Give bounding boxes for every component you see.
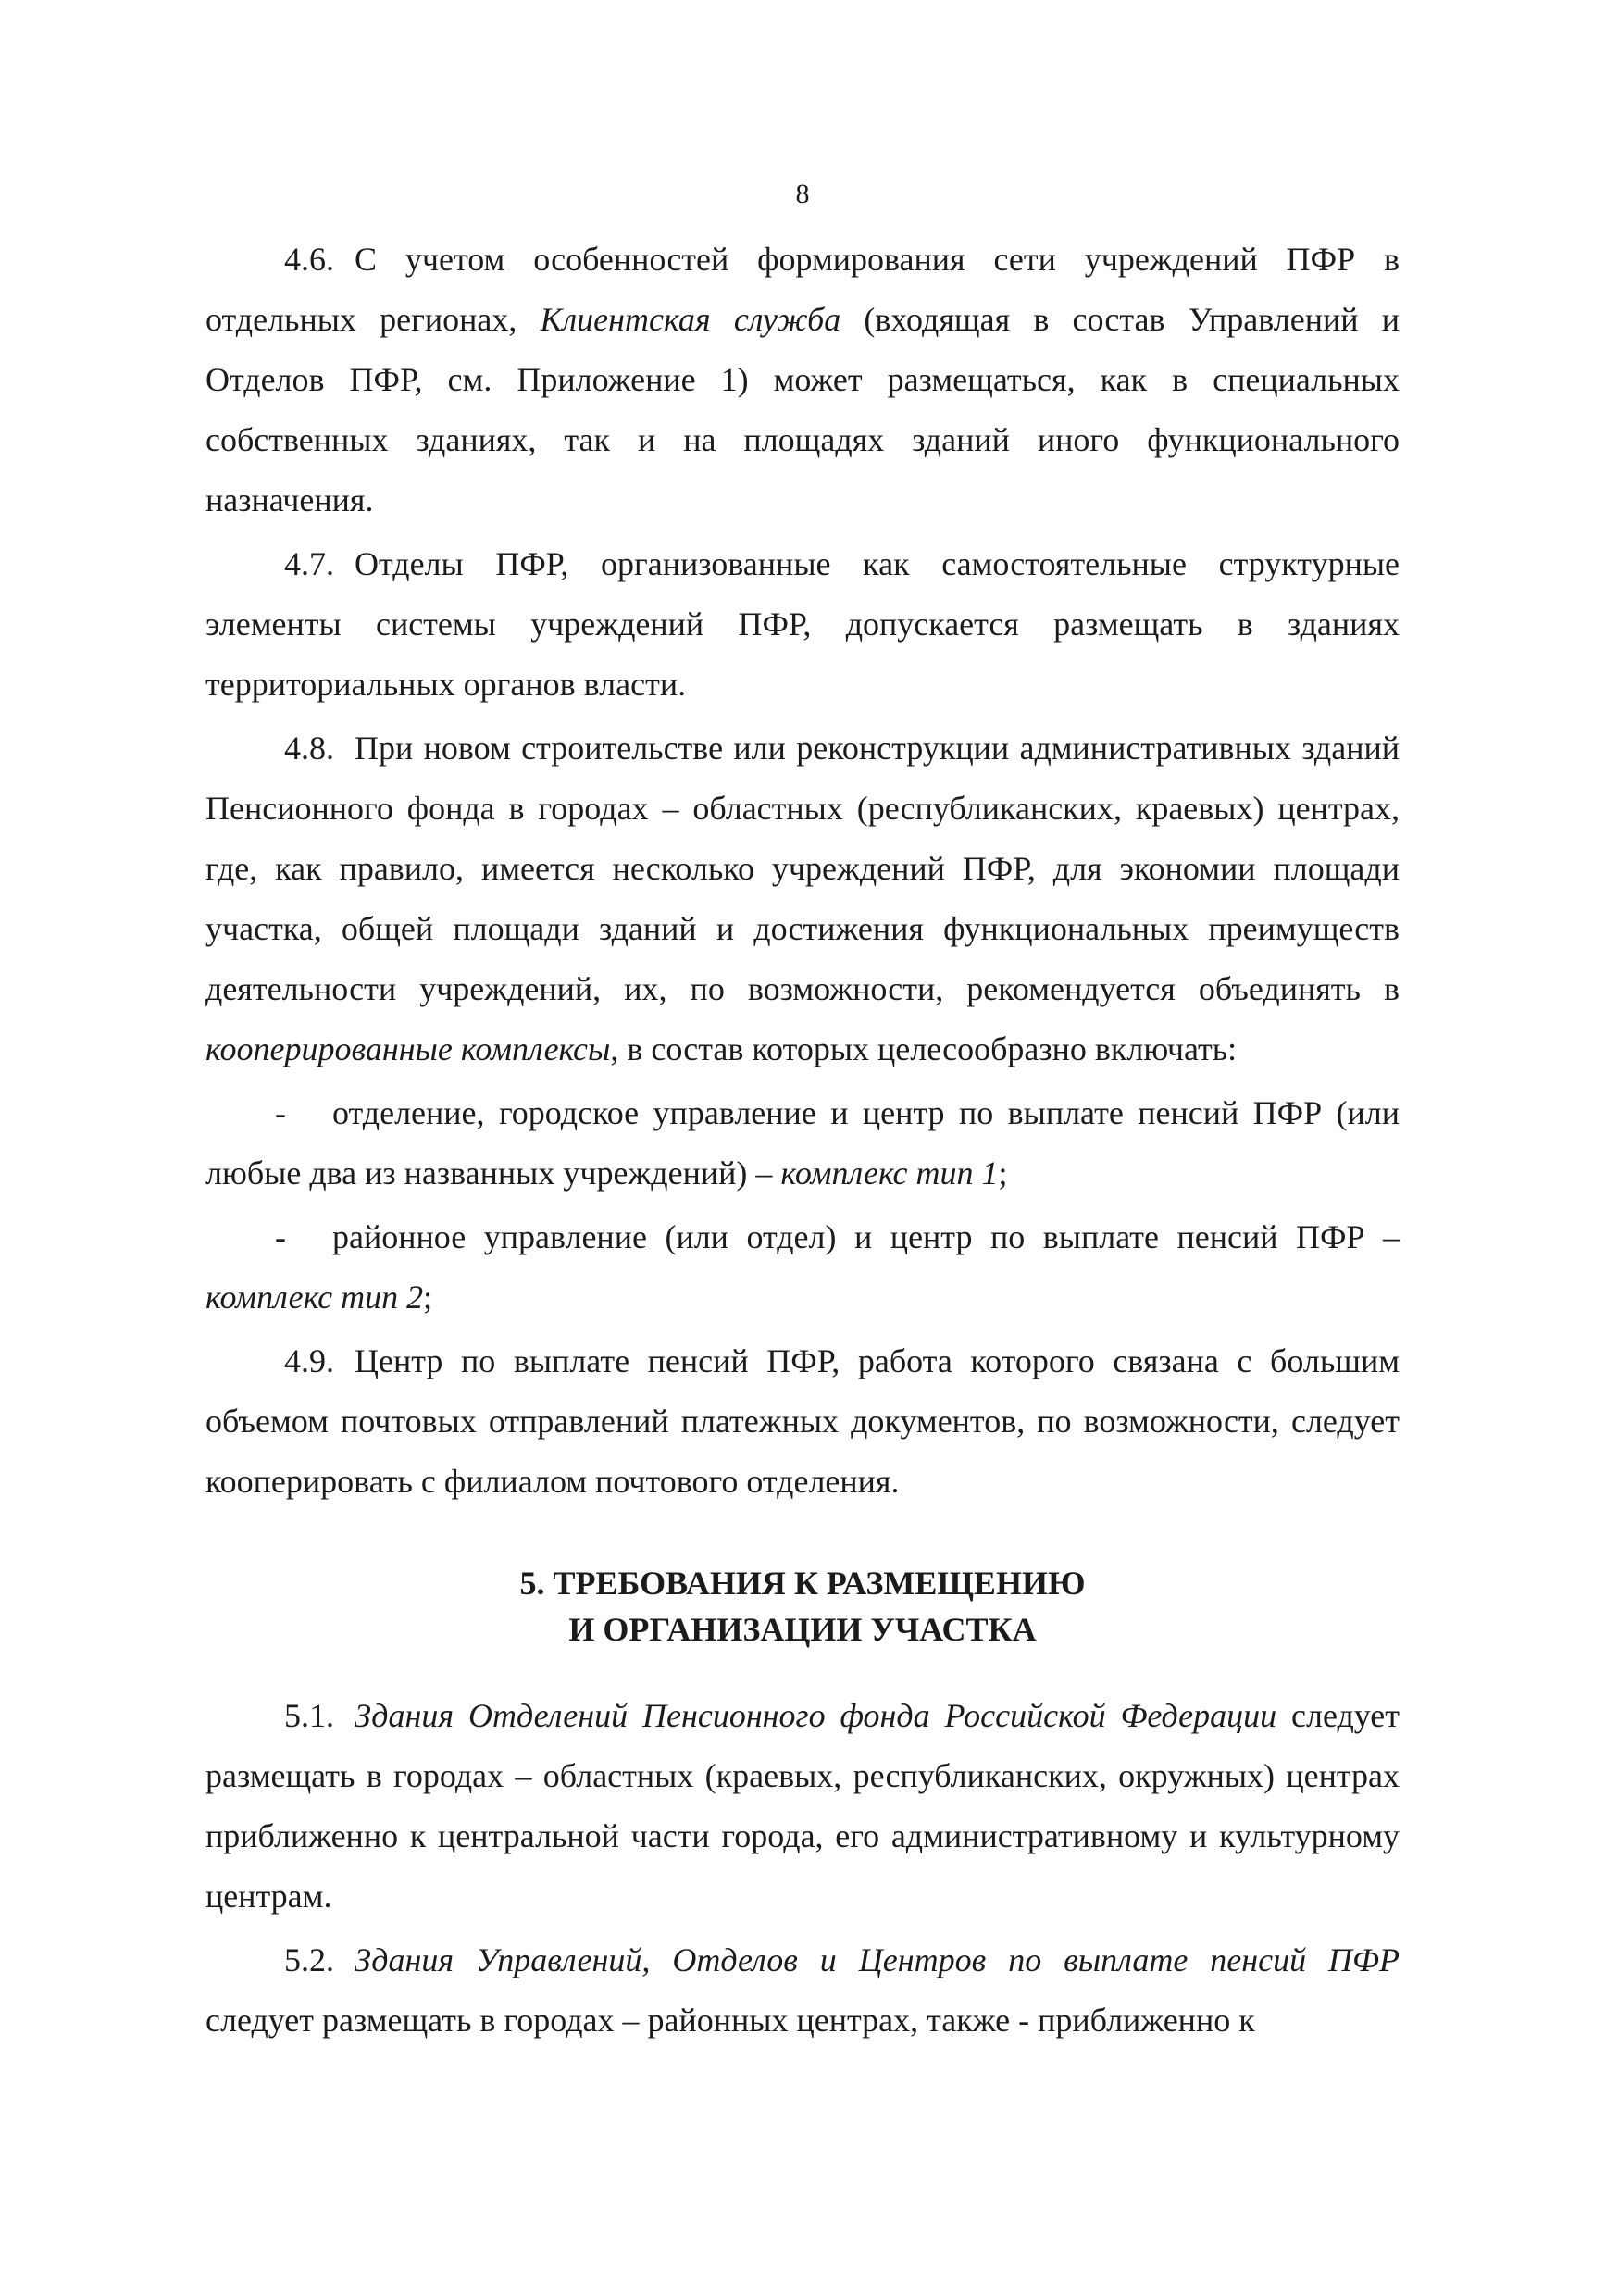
- paragraph-4-9: [205, 1331, 1400, 1512]
- paragraph-text: При новом строительстве или реконструкции административных зданий Пенсионного фонда в городах – областных (республиканских, краевых) центрах, где, как правило, имеется несколько учреждений ПФР, для экономии площади участка, общей площади зданий и достижения функциональных преимуществ деятельности учреждений, их, по возможности, рекомендуется объединять в: [205, 730, 1400, 1007]
- paragraph-4-6: [205, 230, 1400, 530]
- paragraph-4-7: [205, 534, 1400, 715]
- emphasis-text: Здания Отделений Пенсионного фонда Российской Федерации: [355, 1697, 1277, 1734]
- list-item-text: отделение, городское управление и центр по выплате пенсий ПФР (или любые два из названных учреждений) –: [205, 1094, 1400, 1192]
- page-number: 8: [795, 179, 810, 209]
- paragraph-5-2: [205, 1930, 1400, 2051]
- paragraph-number: 4.6.: [284, 241, 334, 278]
- paragraph-number: 4.8.: [284, 730, 334, 767]
- section-heading: [205, 1560, 1400, 1653]
- paragraph-text: следует размещать в городах – областных (краевых, республиканских, окружных) центрах приближенно к центральной части города, его административному и культурному центрам.: [205, 1697, 1400, 1915]
- paragraph-number: 4.7.: [284, 545, 334, 582]
- emphasis-text: кооперированные комплексы: [205, 1030, 611, 1067]
- list-dash: -: [275, 1094, 286, 1131]
- paragraph-text: , в состав которых целесообразно включать:: [610, 1030, 1238, 1067]
- list-item-text: ;: [998, 1154, 1008, 1192]
- paragraph-number: 4.9.: [284, 1342, 334, 1379]
- paragraphs-section-5: [205, 1686, 1400, 2051]
- emphasis-text: Клиентская служба: [540, 301, 841, 338]
- paragraph-5-1: [205, 1686, 1400, 1927]
- emphasis-text: Здания Управлений, Отделов и Центров по выплате пенсий ПФР: [355, 1941, 1400, 1978]
- paragraph-text: Отделы ПФР, организованные как самостоятельные структурные элементы системы учреждений ПФР, допускается размещать в зданиях территориальных органов власти.: [205, 545, 1400, 703]
- emphasis-text: комплекс тип 2: [205, 1279, 424, 1316]
- list-dash: -: [275, 1218, 286, 1255]
- paragraph-text: Центр по выплате пенсий ПФР, работа которого связана с большим объемом почтовых отправлений платежных документов, по возможности, следует кооперировать с филиалом почтового отделения.: [205, 1342, 1400, 1500]
- paragraph-text: (входящая в состав Управлений и Отделов ПФР, см. Приложение 1) может размещаться, как в специальных собственных зданиях, так и на площадях зданий иного функционального назначения.: [205, 301, 1400, 518]
- paragraphs-section-4: [205, 230, 1400, 1512]
- list-item-text: ;: [423, 1279, 433, 1316]
- paragraph-number: 5.1.: [284, 1697, 334, 1734]
- list-item-complex-type-2: [205, 1207, 1400, 1328]
- paragraph-number: 5.2.: [284, 1941, 334, 1978]
- paragraph-4-8: [205, 718, 1400, 1079]
- paragraph-text: С учетом особенностей формирования сети учреждений ПФР в отдельных регионах,: [205, 241, 1400, 338]
- section-heading-line-1: 5. ТРЕБОВАНИЯ К РАЗМЕЩЕНИЮ: [519, 1565, 1086, 1602]
- emphasis-text: комплекс тип 1: [780, 1154, 999, 1192]
- list-item-text: районное управление (или отдел) и центр по выплате пенсий ПФР –: [332, 1218, 1400, 1255]
- section-heading-line-2: И ОРГАНИЗАЦИИ УЧАСТКА: [568, 1611, 1037, 1648]
- page-content: [205, 176, 1400, 2054]
- list-item-complex-type-1: [205, 1083, 1400, 1204]
- paragraph-text: следует размещать в городах – районных центрах, также - приближенно к: [205, 2002, 1255, 2039]
